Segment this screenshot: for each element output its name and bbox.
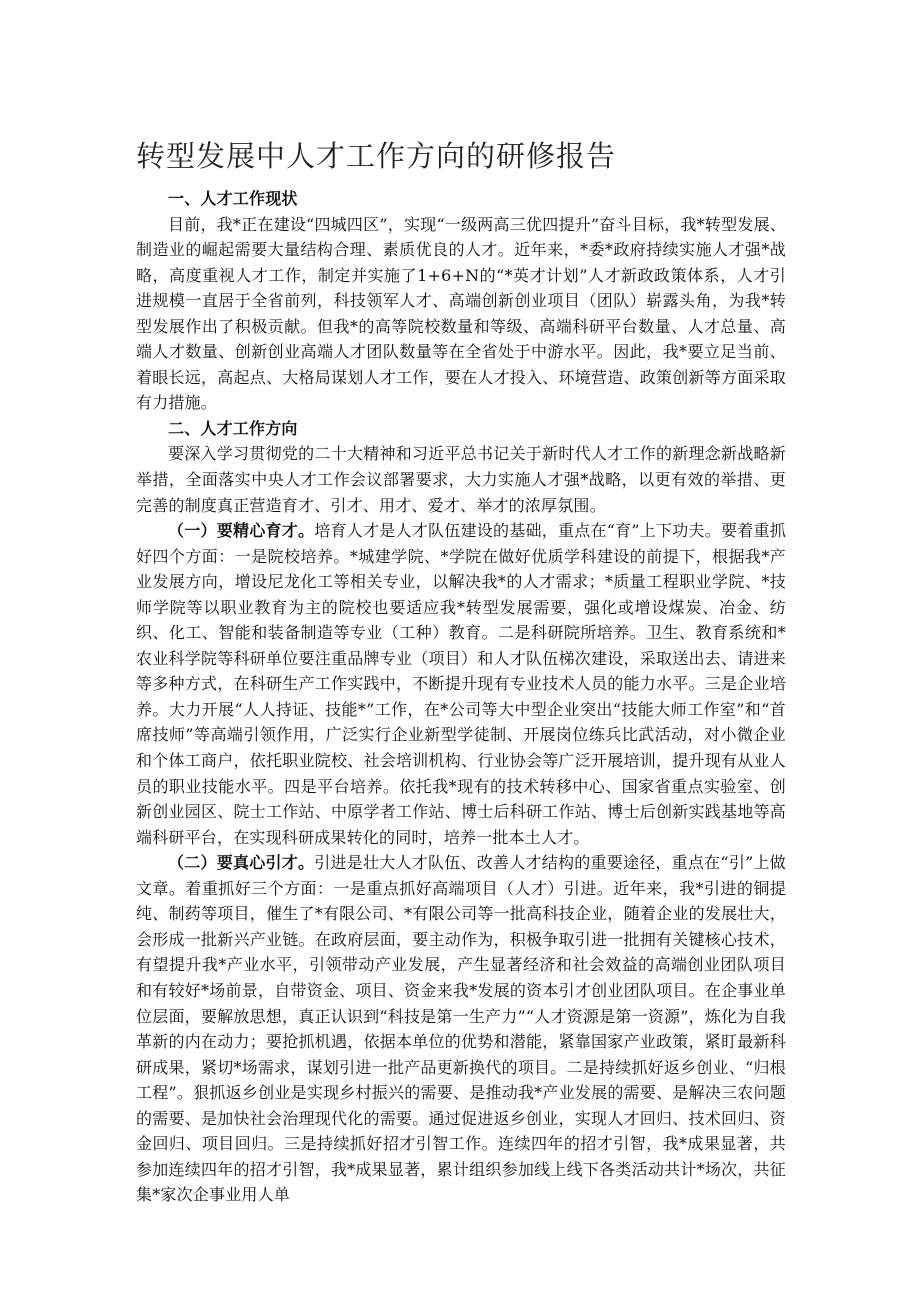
- paragraph-direction: 要深入学习贯彻党的二十大精神和习近平总书记关于新时代人才工作的新理念新战略新举措，全面落实中央人才工作会议部署要求，大力实施人才强*战略，以更有效的举措、更完善的制度真正营造育才、引才、用才、爱才、举才的浓厚氛围。: [136, 444, 786, 515]
- subsection-lead-cultivate: （一）要精心育才。: [168, 521, 315, 541]
- subsection-lead-attract: （二）要真心引才。: [168, 853, 315, 873]
- subsection-text-attract: 引进是壮大人才队伍、改善人才结构的重要途径，重点在“引”上做文章。着重抓好三个方面：一是重点抓好高端项目（人才）引进。近年来，我*引进的铜提纯、制药等项目，催生了*有限公司、*有限公司等一批高科技企业，随着企业的发展壮大，会形成一批新兴产业链。在政府层面，要主动作为，积极争取引进一批拥有关键核心技术，有望提升我*产业水平，引领带动产业发展，产生显著经济和社会效益的高端创业团队项目和有较好*场前景，自带资金、项目、资金来我*发展的资本引才创业团队项目。在企事业单位层面，要解放思想，真正认识到“科技是第一生产力”“人才资源是第一资源”，炼化为自我革新的内在动力；要抢抓机遇，依据本单位的优势和潜能，紧靠国家产业政策，紧盯最新科研成果，紧切*场需求，谋划引进一批产品更新换代的项目。二是持续抓好返乡创业、“归根工程”。狠抓返乡创业是实现乡村振兴的需要、是推动我*产业发展的需要、是解决三农问题的需要、是加快社会治理现代化的需要。通过促进返乡创业，实现人才回归、技术回归、资金回归、项目回归。三是持续抓好招才引智工作。连续四年的招才引智，我*成果显著，共参加连续四年的招才引智，我*成果显著，累计组织参加线上线下各类活动共计*场次，共征集*家次企事业用人单: [136, 853, 786, 1205]
- document-body: [136, 186, 786, 1208]
- document-title: 转型发展中人才工作方向的研修报告: [136, 139, 617, 173]
- subsection-text-cultivate: 培育人才是人才队伍建设的基础，重点在“育”上下功夫。要着重抓好四个方面：一是院校培养。*城建学院、*学院在做好优质学科建设的前提下，根据我*产业发展方向，增设尼龙化工等相关专业，以解决我*的人才需求；*质量工程职业学院、*技师学院等以职业教育为主的院校也要适应我*转型发展需要，强化或增设煤炭、冶金、纺织、化工、智能和装备制造等专业（工种）教育。二是科研院所培养。卫生、教育系统和*农业科学院等科研单位要注重品牌专业（项目）和人才队伍梯次建设，采取送出去、请进来等多种方式，在科研生产工作实践中，不断提升现有专业技术人员的能力水平。三是企业培养。大力开展“人人持证、技能*”工作，在*公司等大中型企业突出“技能大师工作室”和“首席技师”等高端引领作用，广泛实行企业新型学徒制、开展岗位练兵比武活动，对小微企业和个体工商户，依托职业院校、社会培训机构、行业协会等广泛开展培训，提升现有从业人员的职业技能水平。四是平台培养。依托我*现有的技术转移中心、国家省重点实验室、创新创业园区、院士工作站、中原学者工作站、博士后科研工作站、博士后创新实践基地等高端科研平台，在实现科研成果转化的同时，培养一批本土人才。: [136, 521, 786, 847]
- paragraph-cultivate-talent: [136, 518, 786, 850]
- section-heading-direction: 二、人才工作方向: [168, 418, 298, 438]
- section-heading-current-status: 一、人才工作现状: [168, 189, 298, 208]
- paragraph-current-status: 目前，我*正在建设“四城四区”，实现“一级两高三优四提升”奋斗目标，我*转型发展、制造业的崛起需要大量结构合理、素质优良的人才。近年来，*委*政府持续实施人才强*战略，高度重视人才工作，制定并实施了1+6+N的“*英才计划”人才新政政策体系，人才引进规模一直居于全省前列，科技领军人才、高端创新创业项目（团队）崭露头角，为我*转型发展作出了积极贡献。但我*的高等院校数量和等级、高端科研平台数量、人才总量、高端人才数量、创新创业高端人才团队数量等在全省处于中游水平。因此，我*要立足当前、着眼长远，高起点、大格局谋划人才工作，要在人才投入、环境营造、政策创新等方面采取有力措施。: [136, 214, 786, 413]
- paragraph-attract-talent: [136, 850, 786, 1208]
